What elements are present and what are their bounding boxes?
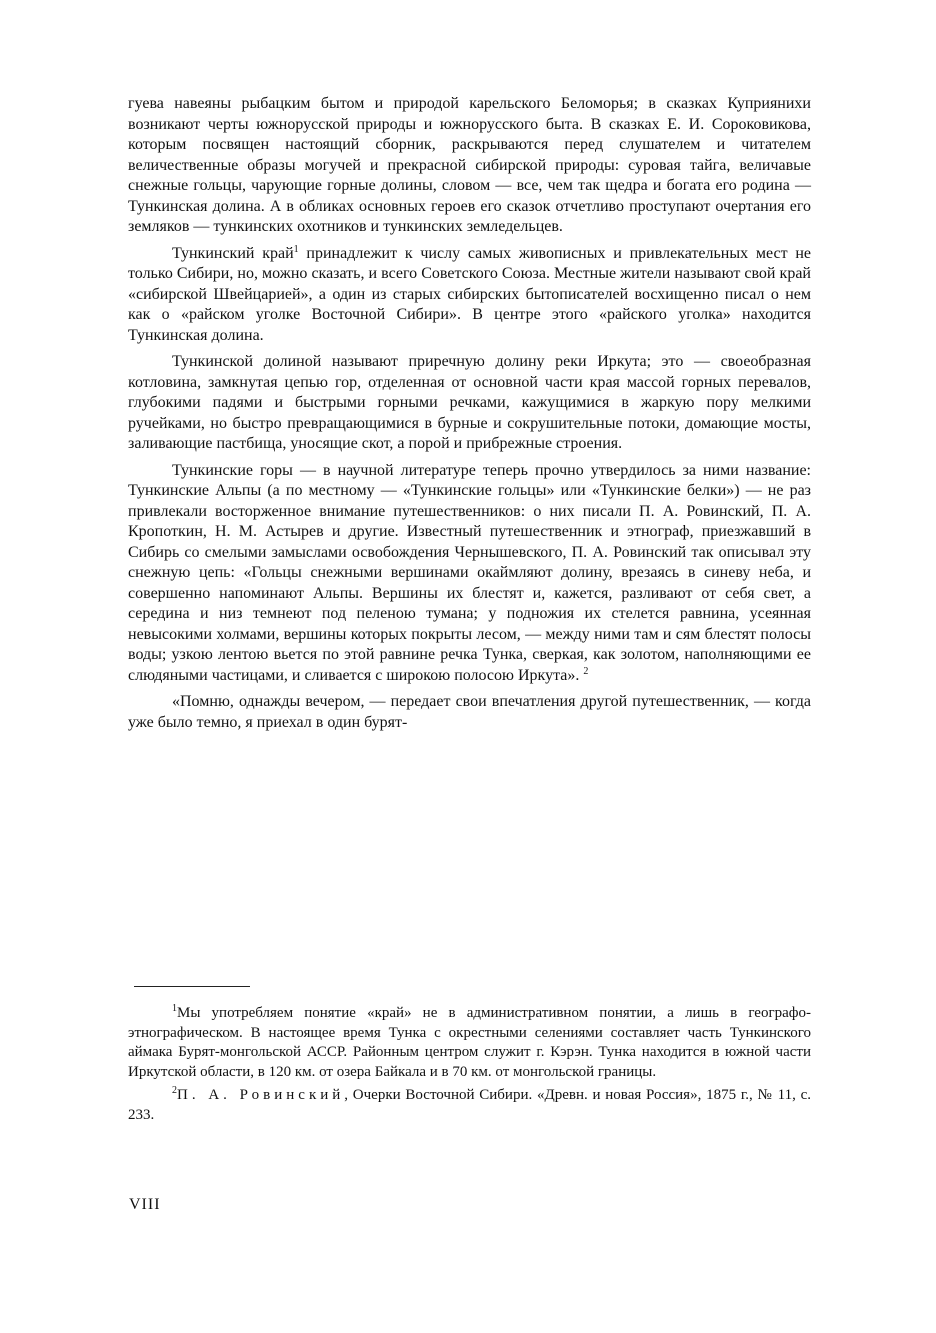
footnote-divider (134, 986, 250, 987)
footnotes (128, 1004, 811, 1129)
footnote-2-author: П. А. Ровинский (177, 1087, 345, 1103)
paragraph-5: «Помню, однажды вечером, — передает свои впечатления другой путешественник, — когда уже было темно, я приехал в один бурят- (128, 693, 811, 731)
main-text (128, 94, 811, 739)
footnote-2-number: 2 (172, 1085, 177, 1096)
footnote-2 (128, 1086, 811, 1125)
paragraph-2 (128, 244, 811, 347)
footnote-1-number: 1 (172, 1003, 177, 1014)
footnote-1-text: Мы употребляем понятие «край» не в административном понятии, а лишь в географо-этнографическом. В настоящее время Тунка с окрестными селениями составляет часть Тункинского аймака Бурят-монгольской АССР. Районным центром служит г. Кэрэн. Тунка находится в южной части Иркутской области, в 120 км. от озера Байкала и в 70 км. от монгольской границы. (128, 1005, 811, 1080)
paragraph-4 (128, 461, 811, 687)
paragraph-2-rest: принадлежит к числу самых живописных и привлекательных мест не только Сибири, но, можно сказать, и всего Советского Союза. Местные жители называют свой край «сибирской Швейцарией», а один из старых сибирских бытописателей восхищенно писал о нем как о «райском уголке Восточной Сибири». В центре этого «райского уголка» находится Тункинская долина. (128, 244, 812, 344)
paragraph-3: Тункинской долиной называют приречную долину реки Иркута; это — своеобразная котловина, замкнутая цепью гор, отделенная от основной части края массой горных перевалов, глубокими падями и быстрыми горными речками, кажущимися в жаркую пору мелкими ручейками, но быстро превращающимися в бурные и сокрушительные потоки, домающие мосты, заливающие пастбища, уносящие скот, а порой и прибрежные строения. (128, 353, 811, 452)
footnote-ref-1: 1 (293, 243, 299, 255)
footnote-ref-2: 2 (583, 665, 589, 677)
paragraph-2-start: Тункинский край (172, 244, 294, 262)
footnote-2-text: , Очерки Восточной Сибири. «Древн. и новая Россия», 1875 г., № 11, с. 233. (128, 1087, 811, 1123)
paragraph-1: гуева навеяны рыбацким бытом и природой карельского Беломорья; в сказках Куприянихи возникают черты южнорусской природы и южнорусского быта. В сказках Е. И. Сороковикова, которым посвящен настоящий сборник, раскрываются перед слушателем и читателем величественные образы могучей и прекрасной сибирской природы: суровая тайга, величавые снежные гольцы, чарующие горные долины, словом — все, чем так щедра и богата его родина — Тункинская долина. А в обликах основных героев его сказок отчетливо проступают очертания его земляков — тункинских охотников и тункинских земледельцев. (128, 95, 811, 235)
paragraph-4-text: Тункинские горы — в научной литературе теперь прочно утвердилось за ними название: Тункинские Альпы (а по местному — «Тункинские гольцы» или «Тункинские белки») — не раз привлекали восторженное внимание путешественников: о них писали П. А. Ровинский, П. А. Кропоткин, Н. М. Астырев и другие. Известный путешественник и этнограф, приезжавший в Сибирь со смелыми замыслами освобождения Чернышевского, П. А. Ровинский так описывал эту снежную цепь: «Гольцы снежными вершинами окаймляют долину, врезаясь в синеву неба, и совершенно напоминают Альпы. Вершины их блестят и, кажется, разливают от себя свет, а середина и низ темнеют под пеленою тумана; у подножия их стелется равнина, усеянная невысокими холмами, вершины которых покрыты лесом, — между ними там и сям блестят полосы воды; узкою лентою вьется по этой равнине речка Тунка, сверкая, как золотом, наполняющими ее слюдяными частицами, и сливается с широкою полосою Иркута». (128, 461, 811, 684)
page-number: VIII (129, 1196, 161, 1213)
footnote-1 (128, 1004, 811, 1082)
